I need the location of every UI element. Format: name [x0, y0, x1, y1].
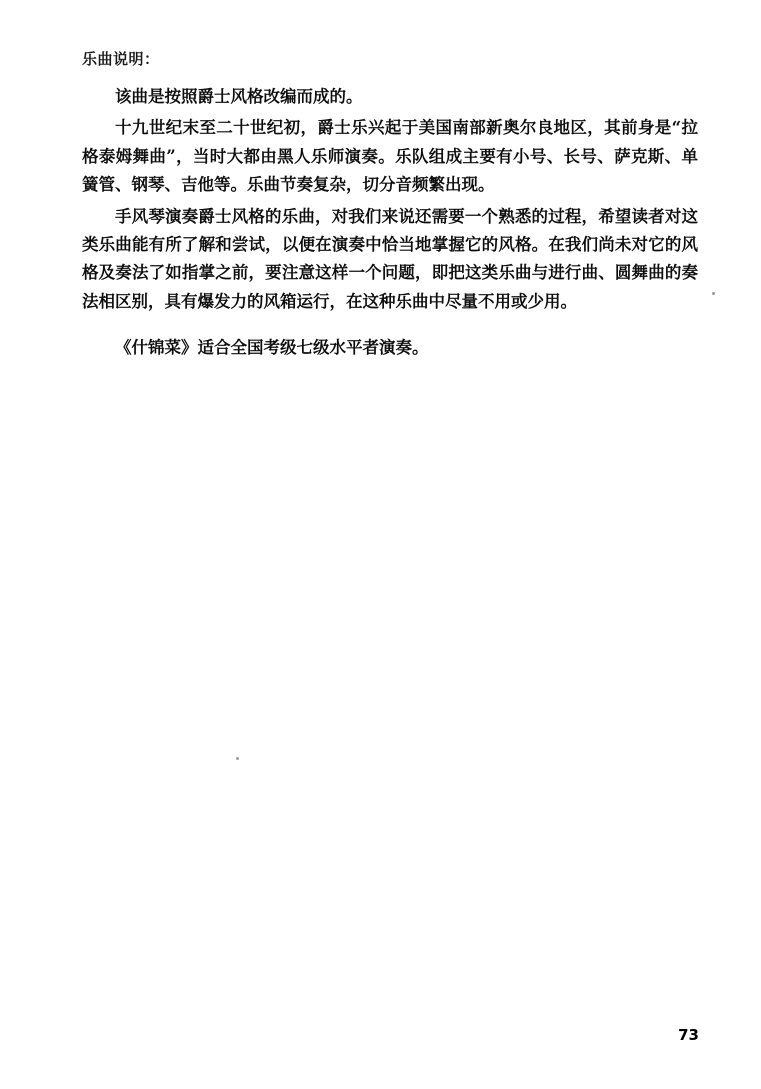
body-paragraph-2: 十九世纪末至二十世纪初，爵士乐兴起于美国南部新奥尔良地区，其前身是“拉格泰姆舞曲”，当时大都由黑人乐师演奏。乐队组成主要有小号、长号、萨克斯、单簧管、钢琴、吉他等。乐曲节奏复杂，切分音频繁出现。 [82, 118, 698, 195]
body-paragraph-1: 该曲是按照爵士风格改编而成的。 [115, 87, 363, 106]
section-heading: 乐曲说明： [82, 50, 160, 68]
scan-speck [712, 292, 715, 295]
document-content [82, 48, 698, 365]
page-number: 73 [678, 1026, 699, 1044]
scan-speck [236, 757, 239, 760]
closing-paragraph: 《什锦菜》适合全国考级七级水平者演奏。 [115, 338, 429, 357]
body-paragraph-3: 手风琴演奏爵士风格的乐曲，对我们来说还需要一个熟悉的过程，希望读者对这类乐曲能有所了解和尝试，以便在演奏中恰当地掌握它的风格。在我们尚未对它的风格及奏法了如指掌之前，要注意这样一个问题，即把这类乐曲与进行曲、圆舞曲的奏法相区别，具有爆发力的风箱运行，在这种乐曲中尽量不用或少用。 [82, 206, 698, 311]
